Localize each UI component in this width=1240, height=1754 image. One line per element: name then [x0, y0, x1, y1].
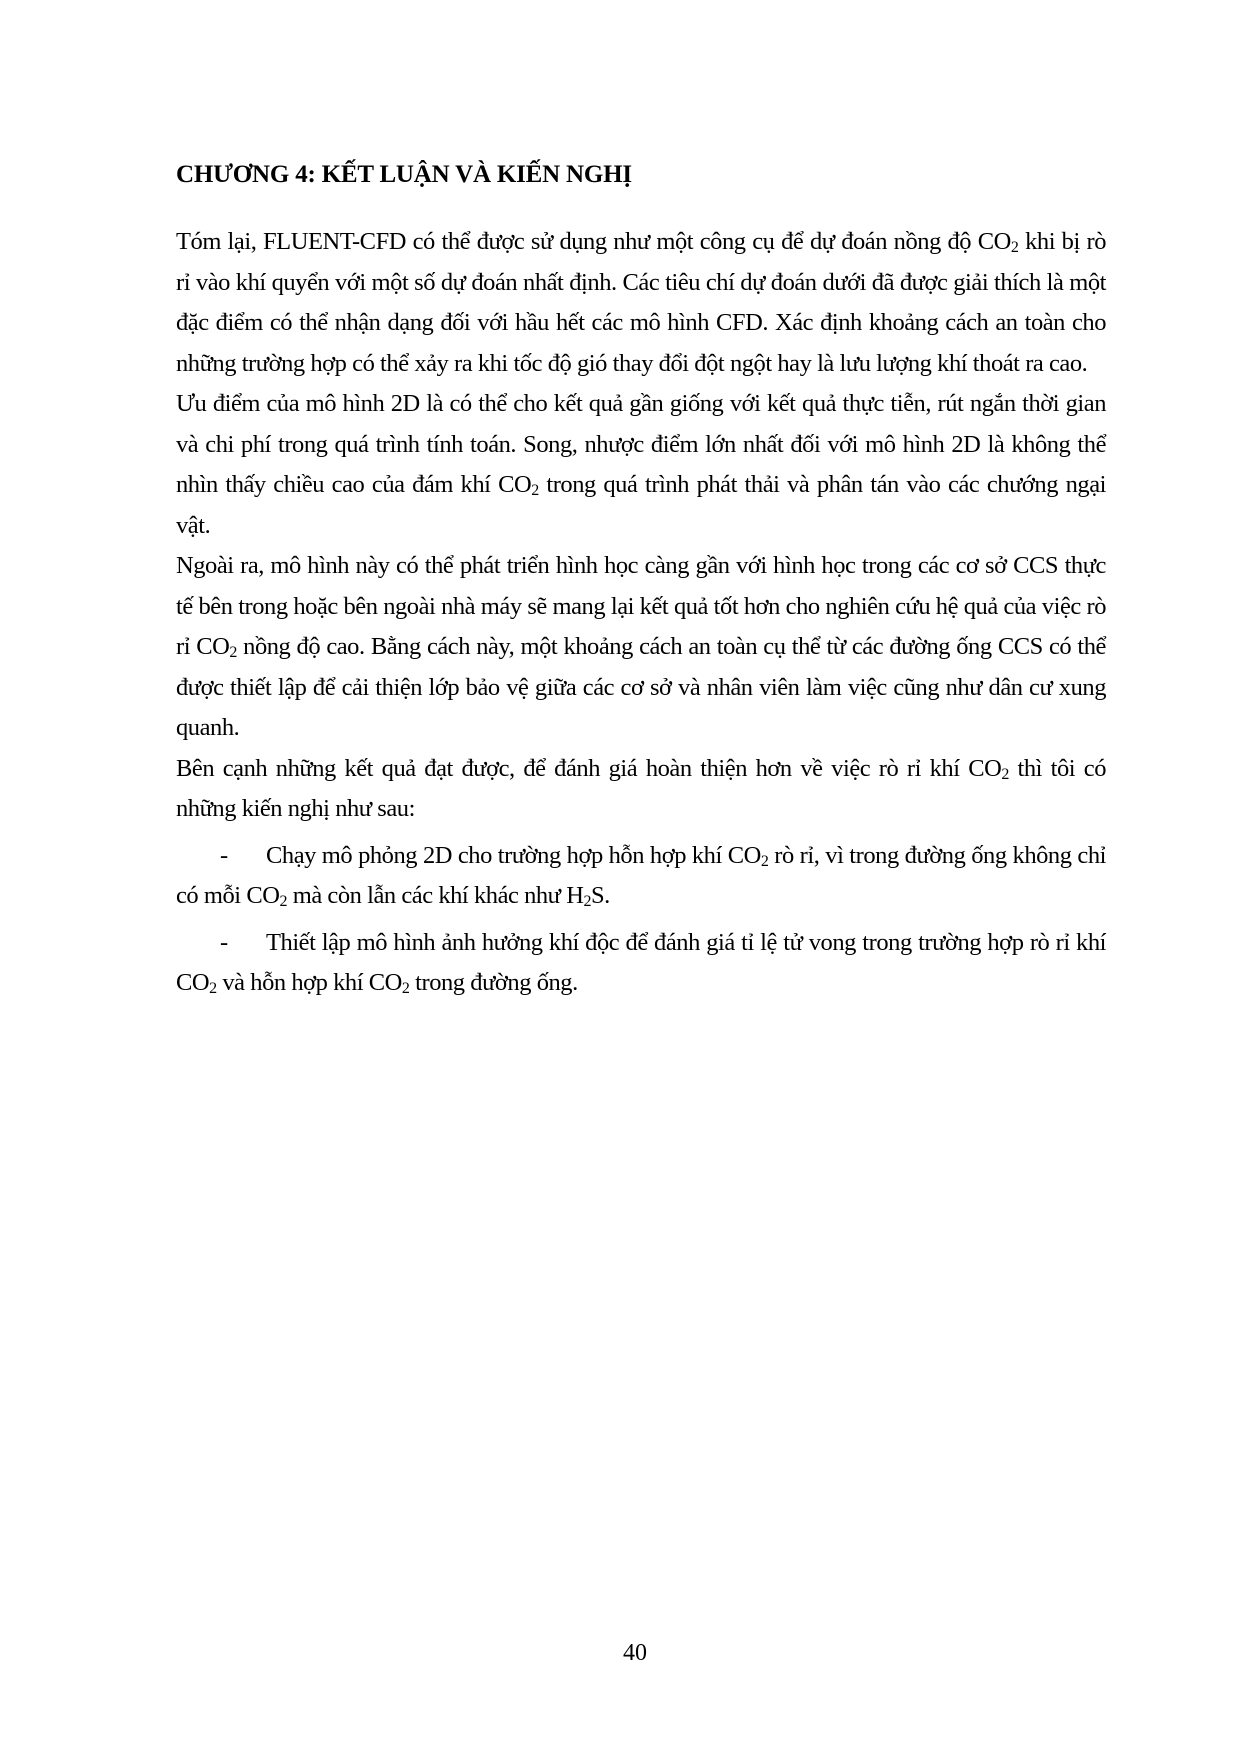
subscript: 2 — [1010, 239, 1019, 256]
subscript: 2 — [229, 644, 237, 661]
chapter-title: CHƯƠNG 4: KẾT LUẬN VÀ KIẾN NGHỊ — [176, 161, 632, 188]
body-paragraphs — [176, 222, 1106, 830]
subscript: 2 — [209, 980, 217, 997]
subscript: 2 — [279, 893, 288, 910]
recommendation-text: Thiết lập mô hình ảnh hưởng khí độc để đánh giá tỉ lệ tử vong trong trường hợp rò rỉ khí $CO_2$ và hỗn hợp khí $CO_2$ trong đường ống. — [176, 928, 1106, 997]
paragraph-advantages: Ưu điểm của mô hình 2D là có thể cho kết quả gần giống với kết quả thực tiễn, rút ngắn thời gian và chi phí trong quá trình tính toán. Song, nhược điểm lớn nhất đối với mô hình 2D là không thể nhìn thấy chiều cao của đám khí $CO_2$ trong quá trình phát thải và phân tán vào các chướng ngại vật. — [176, 390, 1106, 539]
paragraph-development: Ngoài ra, mô hình này có thể phát triển hình học càng gần với hình học trong các cơ sở CCS thực tế bên trong hoặc bên ngoài nhà máy sẽ mang lại kết quả tốt hơn cho nghiên cứu hệ quả của việc rò rỉ $CO_2$ nồng độ cao. Bằng cách này, một khoảng cách an toàn cụ thể từ các đường ống CCS có thể được thiết lập để cải thiện lớp bảo vệ giữa các cơ sở và nhân viên làm việc cũng như dân cư xung quanh. — [176, 552, 1106, 741]
recommendation-item — [176, 836, 1106, 917]
bullet-dash: - — [220, 928, 228, 956]
bullet-dash: - — [220, 841, 228, 869]
paragraph-summary: Tóm lại, FLUENT-CFD có thể được sử dụng như một công cụ để dự đoán nồng độ $CO_2$ khi bị rò rỉ vào khí quyển với một số dự đoán nhất định. Các tiêu chí dự đoán dưới đã được giải thích là một đặc điểm có thể nhận dạng đối với hầu hết các mô hình CFD. Xác định khoảng cách an toàn cho những trường hợp có thể xảy ra khi tốc độ gió thay đổi đột ngột hay là lưu lượng khí thoát ra cao. — [176, 228, 1106, 377]
page-number: 40 — [623, 1640, 647, 1666]
document-page — [176, 155, 1106, 1004]
recommendation-list — [176, 836, 1106, 1004]
subscript: 2 — [583, 893, 591, 910]
subscript: 2 — [760, 852, 769, 870]
subscript: 2 — [531, 482, 539, 499]
subscript: 2 — [401, 980, 410, 997]
recommendation-item — [176, 923, 1106, 1004]
subscript: 2 — [1001, 765, 1009, 783]
paragraph-recommendations-intro: Bên cạnh những kết quả đạt được, để đánh giá hoàn thiện hơn về việc rò rỉ khí $CO_2$ thì tôi có những kiến nghị như sau: — [176, 754, 1106, 822]
recommendation-text: Chạy mô phỏng 2D cho trường hợp hỗn hợp khí $CO_2$ rò rỉ, vì trong đường ống không chỉ có mỗi $CO_2$ mà còn lẫn các khí khác như $H_2S$. — [176, 841, 1106, 910]
